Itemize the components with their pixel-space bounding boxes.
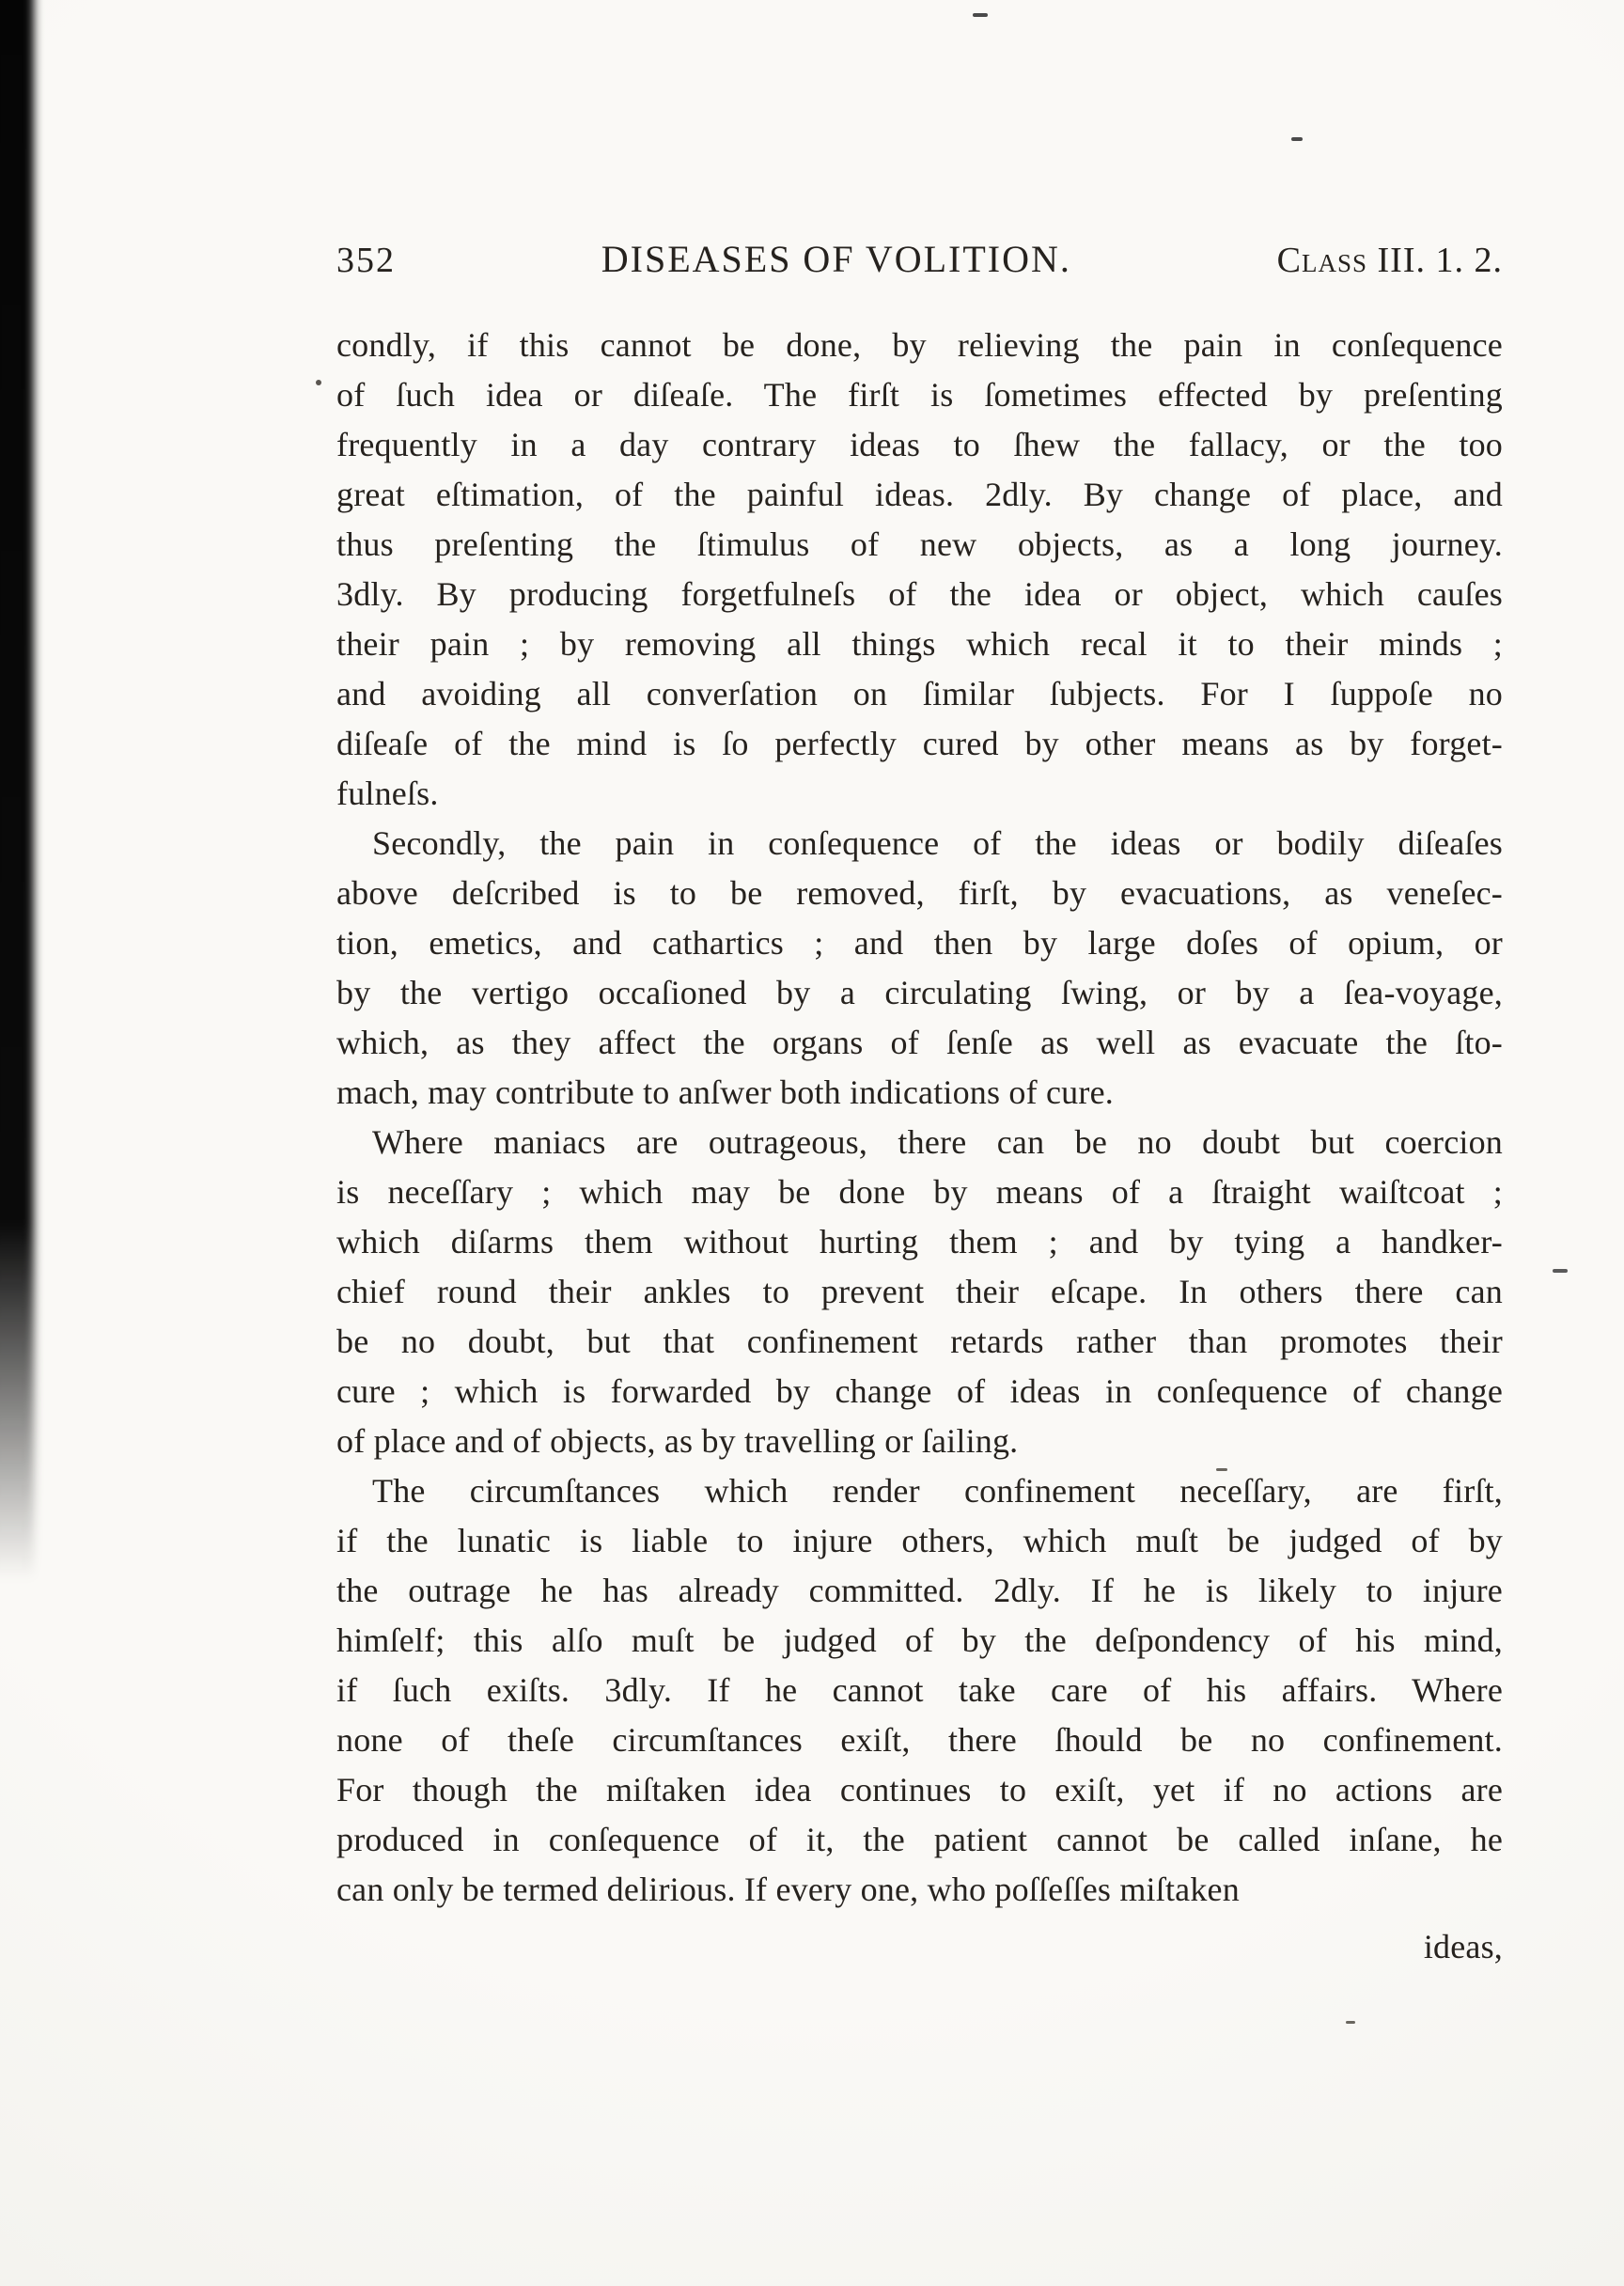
scan-speck: [316, 380, 321, 385]
text-line: if ſuch exiſts. 3dly. If he cannot take care of his affairs. Where: [336, 1671, 1503, 1709]
text-line: diſeaſe of the mind is ſo perfectly cured by other means as by forget-: [336, 725, 1503, 762]
page-number: 352: [336, 241, 396, 280]
text-line: none of theſe circumſtances exiſt, there ſhould be no confinement.: [336, 1721, 1503, 1759]
page-header: [336, 237, 1503, 281]
running-title: DISEASES OF VOLITION.: [601, 238, 1071, 280]
text-block: [336, 321, 1503, 1972]
scan-speck: [1216, 1468, 1227, 1471]
scan-gutter-shadow: [0, 0, 34, 1613]
text-line: himſelf; this alſo muſt be judged of by the deſpondency of his mind,: [336, 1621, 1503, 1659]
text-line: Where maniacs are outrageous, there can be no doubt but coercion: [372, 1123, 1503, 1161]
text-line: Secondly, the pain in conſequence of the ideas or bodily diſeaſes: [372, 824, 1503, 862]
catchword: ideas,: [1423, 1928, 1503, 1965]
text-line: cure ; which is forwarded by change of ideas in conſequence of change: [336, 1372, 1503, 1410]
text-line: of place and of objects, as by travelling or ſailing.: [336, 1422, 1019, 1460]
text-line: condly, if this cannot be done, by relieving the pain in conſequence: [336, 326, 1503, 364]
text-line: their pain ; by removing all things which recal it to their minds ;: [336, 625, 1503, 663]
text-line: tion, emetics, and cathartics ; and then by large doſes of opium, or: [336, 924, 1503, 962]
text-line: The circumſtances which render confinement neceſſary, are firſt,: [372, 1472, 1503, 1510]
text-line: above deſcribed is to be removed, firſt, by evacuations, as veneſec-: [336, 874, 1503, 912]
text-line: For though the miſtaken idea continues to exiſt, yet if no actions are: [336, 1771, 1503, 1808]
scan-speck: [1553, 1269, 1568, 1273]
text-line: thus preſenting the ſtimulus of new objects, as a long journey.: [336, 525, 1503, 563]
text-line: be no doubt, but that confinement retards rather than promotes their: [336, 1323, 1503, 1360]
text-line: and avoiding all converſation on ſimilar ſubjects. For I ſuppoſe no: [336, 675, 1503, 712]
text-line: which, as they affect the organs of ſenſe as well as evacuate the ſto-: [336, 1024, 1503, 1061]
text-line: mach, may contribute to anſwer both indications of cure.: [336, 1073, 1114, 1111]
text-line: produced in conſequence of it, the patient cannot be called inſane, he: [336, 1821, 1503, 1858]
text-line: is neceſſary ; which may be done by means of a ſtraight waiſtcoat ;: [336, 1173, 1503, 1211]
text-line: of ſuch idea or diſeaſe. The firſt is ſometimes effected by preſenting: [336, 376, 1503, 414]
text-line: which diſarms them without hurting them ; and by tying a handker-: [336, 1223, 1503, 1260]
text-line: frequently in a day contrary ideas to ſhew the fallacy, or the too: [336, 426, 1503, 463]
scan-speck: [973, 13, 988, 17]
text-line: great eſtimation, of the painful ideas. 2dly. By change of place, and: [336, 476, 1503, 513]
text-line: 3dly. By producing forgetfulneſs of the idea or object, which cauſes: [336, 575, 1503, 613]
text-line: chief round their ankles to prevent their eſcape. In others there can: [336, 1273, 1503, 1310]
section-label: Class III. 1. 2.: [1276, 241, 1503, 280]
text-line: the outrage he has already committed. 2dly. If he is likely to injure: [336, 1572, 1503, 1609]
text-line: fulneſs.: [336, 775, 439, 812]
text-line: can only be termed delirious. If every one, who poſſeſſes miſtaken: [336, 1871, 1240, 1908]
text-line: if the lunatic is liable to injure others, which muſt be judged of by: [336, 1522, 1503, 1559]
scan-speck: [1346, 2021, 1355, 2024]
text-line: by the vertigo occaſioned by a circulating ſwing, or by a ſea-voyage,: [336, 974, 1503, 1011]
scan-speck: [1291, 137, 1303, 141]
